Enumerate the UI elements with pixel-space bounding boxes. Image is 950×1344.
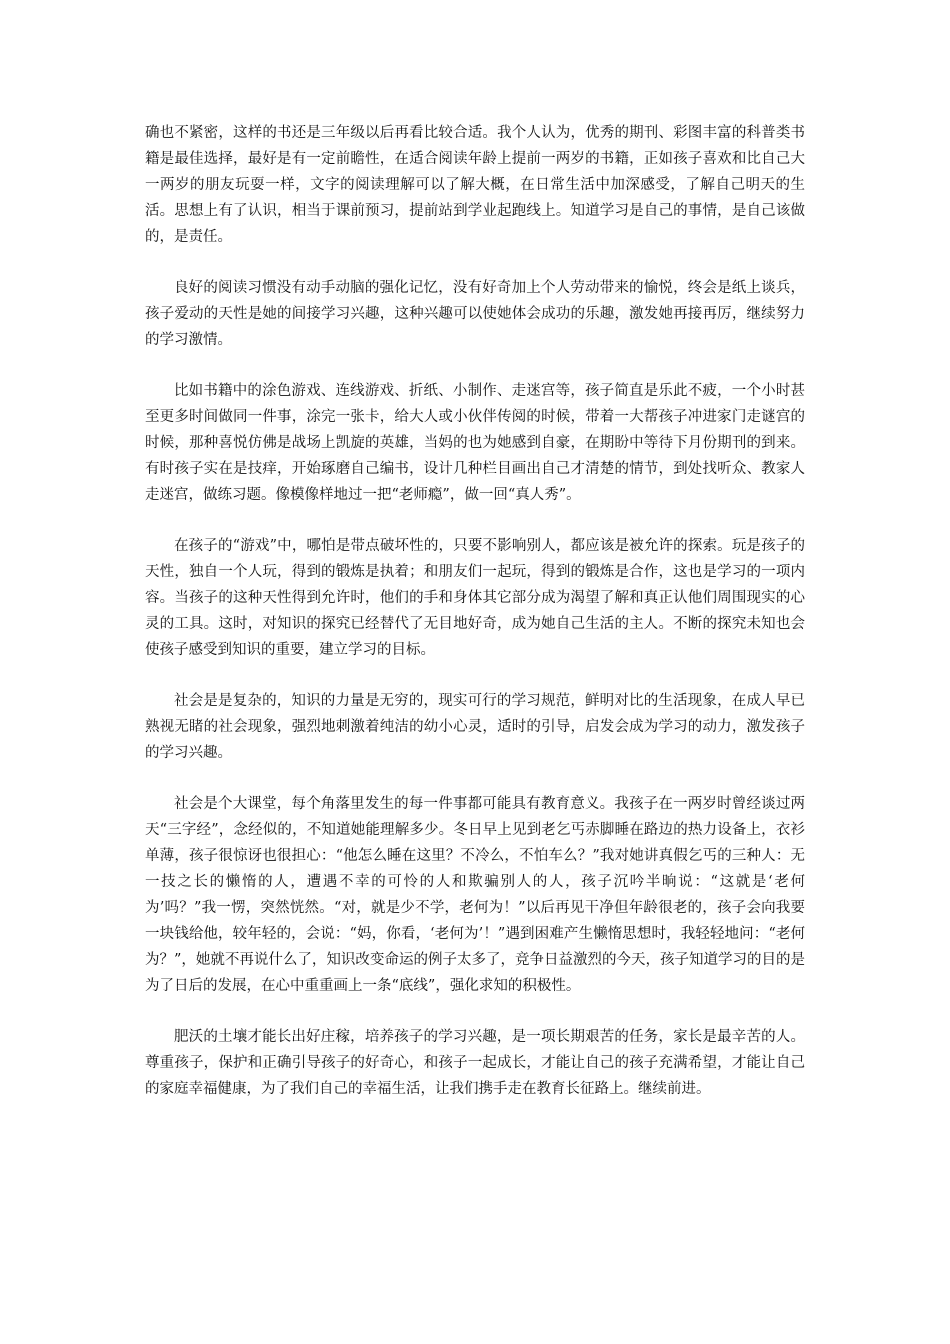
paragraph-4: 在孩子的“游戏”中，哪怕是带点破坏性的，只要不影响别人，都应该是被允许的探索。玩是孩子的天性，独自一个人玩，得到的锻炼是执着；和朋友们一起玩，得到的锻炼是合作，这也是学习的一项内容。当孩子的这种天性得到允许时，他们的手和身体其它部分成为渴望了解和真正认他们周围现实的心灵的工具。这时，对知识的探究已经替代了无目地好奇，成为她自己生活的主人。不断的探究未知也会使孩子感受到知识的重要，建立学习的目标。 (145, 538, 805, 658)
paragraph-7: 肥沃的土壤才能长出好庄稼，培养孩子的学习兴趣，是一项长期艰苦的任务，家长是最辛苦的人。尊重孩子，保护和正确引导孩子的好奇心，和孩子一起成长，才能让自己的孩子充满希望，才能让自己的家庭幸福健康，为了我们自己的幸福生活，让我们携手走在教育长征路上。继续前进。 (145, 1029, 805, 1097)
paragraph-6: 社会是个大课堂，每个角落里发生的每一件事都可能具有教育意义。我孩子在一两岁时曾经谈过两天“三字经”，念经似的，不知道她能理解多少。冬日早上见到老乞丐赤脚睡在路边的热力设备上，衣衫单薄，孩子很惊讶也很担心：“他怎么睡在这里？不冷么，不怕车么？”我对她讲真假乞丐的三种人：无一技之长的懒惰的人，遭遇不幸的可怜的人和欺骗别人的人，孩子沉吟半晌说：“这就是‘老何为’吗？”我一愣，突然恍然。“对，就是少不学，老何为！”以后再见干净但年龄很老的，孩子会向我要一块钱给他，较年轻的，会说：“妈，你看，‘老何为’！”遇到困难产生懒惰思想时，我轻轻地问：“老何为？”，她就不再说什么了，知识改变命运的例子太多了，竞争日益激烈的今天，孩子知道学习的目的是为了日后的发展，在心中重重画上一条“底线”，强化求知的积极性。 (145, 796, 805, 994)
paragraph-5: 社会是是复杂的，知识的力量是无穷的，现实可行的学习规范，鲜明对比的生活现象，在成人早已熟视无睹的社会现象，强烈地刺激着纯洁的幼小心灵，适时的引导，启发会成为学习的动力，激发孩子的学习兴趣。 (145, 693, 805, 761)
document-page (145, 120, 805, 1127)
paragraph-3: 比如书籍中的涂色游戏、连线游戏、折纸、小制作、走迷宫等，孩子简直是乐此不疲，一个小时甚至更多时间做同一件事，涂完一张卡，给大人或小伙伴传阅的时候，带着一大帮孩子冲进家门走谜宫的时候，那种喜悦仿佛是战场上凯旋的英雄，当妈的也为她感到自豪，在期盼中等待下月份期刊的到来。有时孩子实在是技痒，开始琢磨自己编书，设计几种栏目画出自己才清楚的情节，到处找听众、教家人走迷宫，做练习题。像模像样地过一把“老师瘾”，做一回“真人秀”。 (145, 383, 805, 503)
paragraph-2: 良好的阅读习惯没有动手动脑的强化记忆，没有好奇加上个人劳动带来的愉悦，终会是纸上谈兵，孩子爱动的天性是她的间接学习兴趣，这种兴趣可以使她体会成功的乐趣，激发她再接再厉，继续努力的学习激情。 (145, 280, 805, 348)
paragraph-1: 确也不紧密，这样的书还是三年级以后再看比较合适。我个人认为，优秀的期刊、彩图丰富的科普类书籍是最佳选择，最好是有一定前瞻性，在适合阅读年龄上提前一两岁的书籍，正如孩子喜欢和比自己大一两岁的朋友玩耍一样，文字的阅读理解可以了解大概，在日常生活中加深感受，了解自己明天的生活。思想上有了认识，相当于课前预习，提前站到学业起跑线上。知道学习是自己的事情，是自己该做的，是责任。 (145, 125, 805, 245)
